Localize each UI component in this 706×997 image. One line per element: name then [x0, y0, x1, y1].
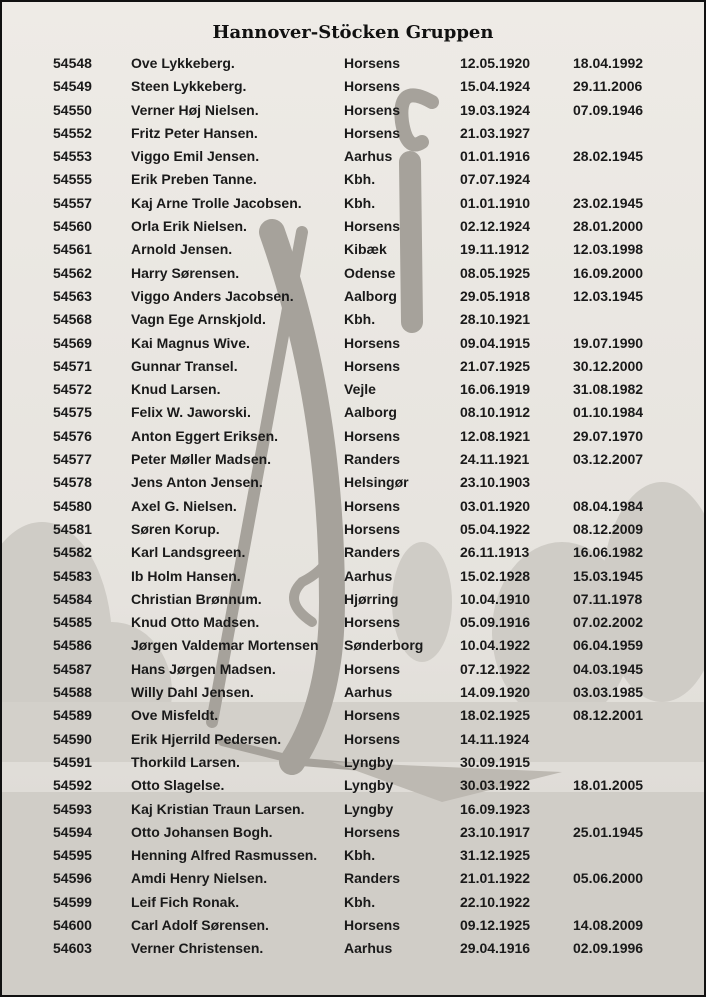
birth-date: 19.03.1924 [460, 101, 531, 118]
birth-date: 24.11.1921 [460, 451, 530, 468]
death-date: 28.01.2000 [573, 218, 644, 235]
member-city: Kbh. [344, 171, 376, 188]
member-id: 54603 [53, 940, 92, 957]
birth-date: 07.12.1922 [460, 660, 531, 677]
member-id: 54583 [53, 567, 92, 584]
death-date: 15.03.1945 [573, 567, 644, 584]
death-date: 01.10.1984 [573, 404, 644, 421]
member-city: Aarhus [344, 567, 393, 584]
member-id: 54553 [53, 148, 92, 165]
member-id: 54561 [53, 241, 92, 258]
member-city: Kbh. [344, 194, 376, 211]
member-city: Hjørring [344, 590, 399, 607]
birth-date: 02.12.1924 [460, 218, 531, 235]
member-id: 54594 [53, 823, 92, 840]
member-row [2, 355, 704, 378]
member-id: 54588 [53, 684, 92, 701]
member-name: Jørgen Valdemar Mortensen [131, 637, 319, 654]
death-date: 03.03.1985 [573, 684, 644, 701]
member-row [2, 658, 704, 681]
birth-date: 23.10.1903 [460, 474, 531, 491]
member-id: 54581 [53, 520, 92, 537]
birth-date: 03.01.1920 [460, 497, 531, 514]
member-city: Horsens [344, 497, 401, 514]
member-id: 54571 [53, 357, 92, 374]
member-id: 54550 [53, 101, 92, 118]
death-date: 25.01.1945 [573, 823, 644, 840]
member-row [2, 332, 704, 355]
death-date: 18.01.2005 [573, 777, 644, 794]
member-city: Horsens [344, 427, 401, 444]
member-name: Felix W. Jaworski. [131, 404, 251, 421]
birth-date: 08.10.1912 [460, 404, 531, 421]
member-city: Aarhus [344, 940, 393, 957]
birth-date: 10.04.1922 [460, 637, 531, 654]
birth-date: 12.05.1920 [460, 55, 531, 71]
member-row [2, 821, 704, 844]
member-row [2, 518, 704, 541]
member-row [2, 728, 704, 751]
member-row [2, 448, 704, 471]
member-city: Horsens [344, 124, 401, 141]
death-date: 30.12.2000 [573, 357, 644, 374]
birth-date: 19.11.1912 [460, 241, 530, 258]
death-date: 04.03.1945 [573, 660, 644, 677]
member-row [2, 867, 704, 890]
member-row [2, 681, 704, 704]
member-row [2, 937, 704, 960]
member-city: Randers [344, 451, 401, 468]
member-row [2, 308, 704, 331]
member-name: Steen Lykkeberg. [131, 78, 247, 95]
birth-date: 22.10.1922 [460, 893, 531, 910]
member-id: 54576 [53, 427, 92, 444]
member-id: 54590 [53, 730, 92, 747]
birth-date: 30.09.1915 [460, 753, 531, 770]
member-id: 54589 [53, 707, 92, 724]
birth-date: 28.10.1921 [460, 311, 531, 328]
page-title: Hannover-Stöcken Gruppen [212, 22, 494, 43]
death-date: 07.09.1946 [573, 101, 644, 118]
member-name: Viggo Emil Jensen. [131, 148, 260, 165]
member-name: Jens Anton Jensen. [131, 474, 263, 491]
member-row [2, 565, 704, 588]
birth-date: 16.09.1923 [460, 800, 531, 817]
member-list [2, 52, 704, 961]
member-name: Knud Larsen. [131, 381, 221, 398]
death-date: 07.02.2002 [573, 614, 644, 631]
death-date: 18.04.1992 [573, 55, 644, 71]
member-id: 54600 [53, 916, 92, 933]
member-id: 54599 [53, 893, 92, 910]
member-city: Vejle [344, 381, 376, 398]
member-row [2, 52, 704, 75]
member-row [2, 378, 704, 401]
member-row [2, 75, 704, 98]
member-name: Anton Eggert Eriksen. [131, 427, 279, 444]
member-name: Fritz Peter Hansen. [131, 124, 258, 141]
birth-date: 21.01.1922 [460, 870, 531, 887]
death-date: 12.03.1998 [573, 241, 644, 258]
member-name: Carl Adolf Sørensen. [131, 916, 269, 933]
birth-date: 15.02.1928 [460, 567, 531, 584]
death-date: 03.12.2007 [573, 451, 644, 468]
birth-date: 31.12.1925 [460, 847, 531, 864]
member-name: Viggo Anders Jacobsen. [131, 287, 294, 304]
birth-date: 10.04.1910 [460, 590, 531, 607]
member-row [2, 495, 704, 518]
member-row [2, 215, 704, 238]
member-city: Aalborg [344, 404, 397, 421]
member-row [2, 401, 704, 424]
member-id: 54580 [53, 497, 92, 514]
member-name: Verner Høj Nielsen. [131, 101, 259, 118]
member-name: Harry Sørensen. [131, 264, 240, 281]
member-name: Erik Hjerrild Pedersen. [131, 730, 282, 747]
member-id: 54584 [53, 590, 92, 607]
death-date: 08.04.1984 [573, 497, 644, 514]
member-name: Christian Brønnum. [131, 590, 262, 607]
member-id: 54572 [53, 381, 92, 398]
member-city: Horsens [344, 916, 401, 933]
member-city: Horsens [344, 614, 401, 631]
member-city: Horsens [344, 334, 401, 351]
birth-date: 14.11.1924 [460, 730, 530, 747]
member-city: Kbh. [344, 893, 376, 910]
member-city: Horsens [344, 660, 401, 677]
member-city: Sønderborg [344, 637, 424, 654]
member-row [2, 704, 704, 727]
member-name: Ove Misfeldt. [131, 707, 219, 724]
member-city: Horsens [344, 357, 401, 374]
member-id: 54587 [53, 660, 92, 677]
member-id: 54568 [53, 311, 92, 328]
member-city: Lyngby [344, 753, 394, 770]
member-row [2, 914, 704, 937]
member-name: Peter Møller Madsen. [131, 451, 272, 468]
member-id: 54560 [53, 218, 92, 235]
member-name: Kaj Kristian Traun Larsen. [131, 800, 305, 817]
birth-date: 29.05.1918 [460, 287, 531, 304]
member-id: 54557 [53, 194, 92, 211]
birth-date: 01.01.1916 [460, 148, 531, 165]
birth-date: 29.04.1916 [460, 940, 531, 957]
member-city: Kbh. [344, 311, 376, 328]
member-row [2, 798, 704, 821]
member-city: Randers [344, 544, 401, 561]
member-city: Kibæk [344, 241, 387, 258]
member-row [2, 145, 704, 168]
member-city: Odense [344, 264, 396, 281]
member-id: 54548 [53, 55, 92, 71]
birth-date: 01.01.1910 [460, 194, 531, 211]
member-id: 54593 [53, 800, 92, 817]
birth-date: 14.09.1920 [460, 684, 531, 701]
member-id: 54555 [53, 171, 92, 188]
member-name: Thorkild Larsen. [131, 753, 240, 770]
death-date: 05.06.2000 [573, 870, 644, 887]
member-row [2, 425, 704, 448]
member-row [2, 844, 704, 867]
death-date: 14.08.2009 [573, 916, 644, 933]
member-row [2, 168, 704, 191]
death-date: 31.08.1982 [573, 381, 644, 398]
death-date: 08.12.2001 [573, 707, 644, 724]
birth-date: 09.12.1925 [460, 916, 531, 933]
death-date: 07.11.1978 [573, 590, 643, 607]
member-name: Axel G. Nielsen. [131, 497, 237, 514]
death-date: 23.02.1945 [573, 194, 644, 211]
birth-date: 23.10.1917 [460, 823, 531, 840]
birth-date: 07.07.1924 [460, 171, 531, 188]
member-city: Helsingør [344, 474, 409, 491]
member-name: Ib Holm Hansen. [131, 567, 241, 584]
member-city: Horsens [344, 55, 401, 71]
member-row [2, 891, 704, 914]
member-name: Kaj Arne Trolle Jacobsen. [131, 194, 302, 211]
death-date: 02.09.1996 [573, 940, 644, 957]
member-row [2, 238, 704, 261]
death-date: 28.02.1945 [573, 148, 644, 165]
member-id: 54591 [53, 753, 92, 770]
member-city: Horsens [344, 707, 401, 724]
member-row [2, 192, 704, 215]
birth-date: 05.09.1916 [460, 614, 531, 631]
member-city: Kbh. [344, 847, 376, 864]
member-name: Otto Slagelse. [131, 777, 225, 794]
member-city: Lyngby [344, 800, 394, 817]
death-date: 12.03.1945 [573, 287, 644, 304]
member-name: Amdi Henry Nielsen. [131, 870, 268, 887]
birth-date: 05.04.1922 [460, 520, 531, 537]
member-row [2, 99, 704, 122]
death-date: 06.04.1959 [573, 637, 644, 654]
birth-date: 08.05.1925 [460, 264, 531, 281]
member-name: Verner Christensen. [131, 940, 264, 957]
member-row [2, 611, 704, 634]
member-city: Horsens [344, 823, 401, 840]
member-row [2, 634, 704, 657]
birth-date: 30.03.1922 [460, 777, 531, 794]
member-name: Willy Dahl Jensen. [131, 684, 254, 701]
member-name: Vagn Ege Arnskjold. [131, 311, 266, 328]
birth-date: 12.08.1921 [460, 427, 531, 444]
member-name: Henning Alfred Rasmussen. [131, 847, 318, 864]
member-name: Otto Johansen Bogh. [131, 823, 273, 840]
member-row [2, 588, 704, 611]
member-row [2, 262, 704, 285]
member-city: Horsens [344, 78, 401, 95]
member-name: Leif Fich Ronak. [131, 893, 240, 910]
death-date: 16.09.2000 [573, 264, 644, 281]
member-id: 54578 [53, 474, 92, 491]
member-id: 54549 [53, 78, 92, 95]
member-id: 54596 [53, 870, 92, 887]
member-city: Horsens [344, 520, 401, 537]
member-city: Aalborg [344, 287, 397, 304]
member-id: 54552 [53, 124, 92, 141]
member-id: 54586 [53, 637, 92, 654]
birth-date: 21.03.1927 [460, 124, 531, 141]
member-name: Arnold Jensen. [131, 241, 233, 258]
birth-date: 16.06.1919 [460, 381, 531, 398]
member-name: Ove Lykkeberg. [131, 55, 235, 71]
member-id: 54563 [53, 287, 92, 304]
member-row [2, 541, 704, 564]
death-date: 16.06.1982 [573, 544, 644, 561]
member-city: Horsens [344, 101, 401, 118]
member-row [2, 471, 704, 494]
member-row [2, 774, 704, 797]
member-name: Hans Jørgen Madsen. [131, 660, 276, 677]
member-city: Randers [344, 870, 401, 887]
death-date: 29.07.1970 [573, 427, 644, 444]
member-city: Lyngby [344, 777, 394, 794]
member-name: Søren Korup. [131, 520, 220, 537]
member-id: 54569 [53, 334, 92, 351]
birth-date: 15.04.1924 [460, 78, 531, 95]
member-city: Aarhus [344, 148, 393, 165]
death-date: 19.07.1990 [573, 334, 644, 351]
member-id: 54575 [53, 404, 92, 421]
member-id: 54582 [53, 544, 92, 561]
member-id: 54585 [53, 614, 92, 631]
member-name: Karl Landsgreen. [131, 544, 246, 561]
member-id: 54562 [53, 264, 92, 281]
death-date: 29.11.2006 [573, 78, 643, 95]
member-city: Horsens [344, 730, 401, 747]
member-row [2, 285, 704, 308]
member-id: 54592 [53, 777, 92, 794]
member-name: Kai Magnus Wive. [131, 334, 250, 351]
member-name: Gunnar Transel. [131, 357, 238, 374]
birth-date: 26.11.1913 [460, 544, 530, 561]
member-city: Horsens [344, 218, 401, 235]
member-row [2, 122, 704, 145]
member-name: Knud Otto Madsen. [131, 614, 260, 631]
birth-date: 18.02.1925 [460, 707, 531, 724]
member-city: Aarhus [344, 684, 393, 701]
member-id: 54595 [53, 847, 92, 864]
birth-date: 09.04.1915 [460, 334, 531, 351]
death-date: 08.12.2009 [573, 520, 644, 537]
member-id: 54577 [53, 451, 92, 468]
birth-date: 21.07.1925 [460, 357, 531, 374]
member-name: Orla Erik Nielsen. [131, 218, 247, 235]
member-name: Erik Preben Tanne. [131, 171, 257, 188]
member-row [2, 751, 704, 774]
